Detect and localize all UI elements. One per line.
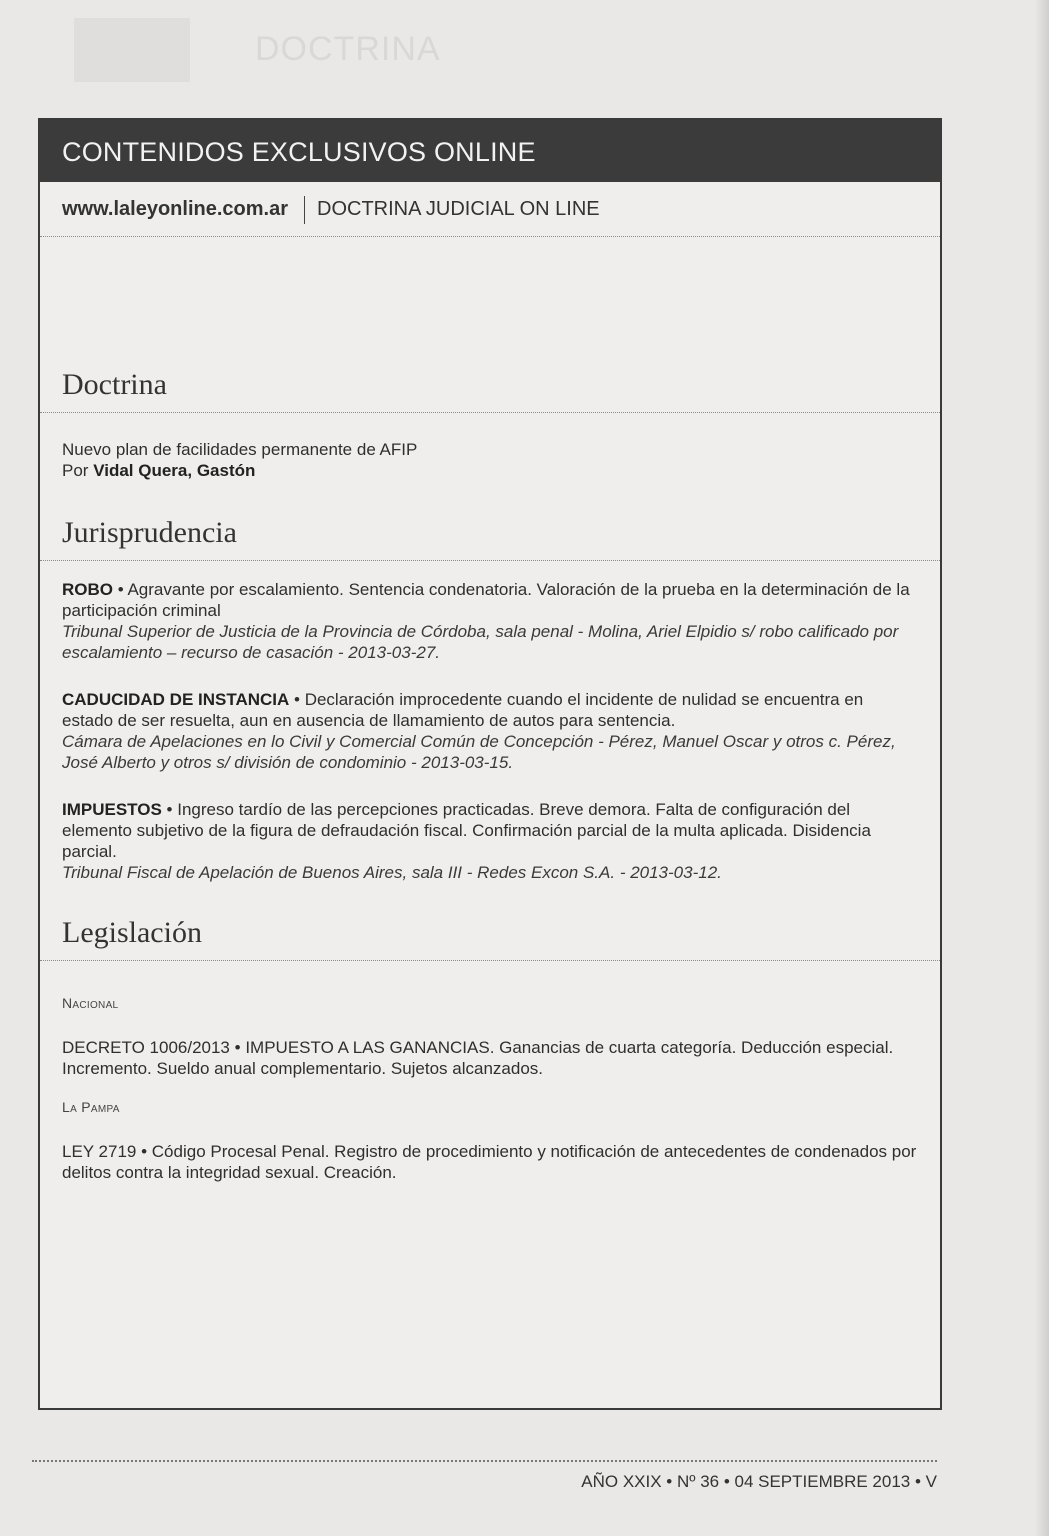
item-keyword: LEY 2719: [62, 1142, 137, 1161]
jurisprudencia-item: [62, 799, 918, 883]
footer-rule: [32, 1460, 937, 1462]
author-prefix: Por: [62, 461, 89, 480]
section-title-legislacion: Legislación: [62, 916, 202, 949]
divider: [304, 196, 305, 224]
item-text: IMPUESTO A LAS GANANCIAS. Ganancias de cuarta categoría. Deducción especial. Incremento. Sueldo anual complementario. Sujetos alcanzados.: [62, 1038, 894, 1078]
jurisprudencia-section: [62, 516, 940, 883]
jurisdiction-label: Nacional: [62, 995, 119, 1011]
item-summary[interactable]: [62, 579, 918, 621]
section-rule: [40, 560, 940, 561]
item-summary[interactable]: [62, 799, 918, 862]
page-edge-shadow: [1035, 0, 1049, 1536]
doctrina-entry-title[interactable]: Nuevo plan de facilidades permanente de AFIP: [62, 440, 418, 459]
item-court: Tribunal Superior de Justicia de la Provincia de Córdoba, sala penal - Molina, Ariel Elpidio s/ robo calificado por escalamiento – recurso de casación - 2013-03-27.: [62, 622, 899, 662]
section-title-doctrina: Doctrina: [62, 368, 167, 401]
box-subheader: [40, 182, 940, 237]
box-subtitle: DOCTRINA JUDICIAL ON LINE: [317, 198, 600, 220]
item-summary-text: Agravante por escalamiento. Sentencia condenatoria. Valoración de la prueba en la determinación de la participación criminal: [62, 580, 910, 620]
online-content-box: [38, 118, 942, 1410]
bullet-separator: •: [289, 690, 305, 709]
item-keyword: IMPUESTOS: [62, 800, 162, 819]
legislation-item[interactable]: [62, 1037, 918, 1079]
bullet-separator: •: [113, 580, 128, 599]
page-footer: AÑO XXIX • Nº 36 • 04 SEPTIEMBRE 2013 • V: [581, 1472, 937, 1491]
item-summary-text: Ingreso tardío de las percepciones practicadas. Breve demora. Falta de configuración del elemento subjetivo de la figura de defraudación fiscal. Confirmación parcial de la multa aplicada. Disidencia parcial.: [62, 800, 871, 861]
bullet-separator: •: [136, 1142, 152, 1161]
jurisprudencia-item: [62, 689, 918, 773]
section-rule: [40, 960, 940, 961]
item-keyword: CADUCIDAD DE INSTANCIA: [62, 690, 290, 709]
section-rule: [40, 412, 940, 413]
box-header: CONTENIDOS EXCLUSIVOS ONLINE: [40, 120, 940, 182]
doctrina-author-line: [62, 460, 918, 481]
item-keyword: ROBO: [62, 580, 113, 599]
author-name: Vidal Quera, Gastón: [93, 461, 256, 480]
item-summary[interactable]: [62, 689, 918, 731]
section-title-jurisprudencia: Jurisprudencia: [62, 516, 237, 549]
item-summary-text: Declaración improcedente cuando el incidente de nulidad se encuentra en estado de ser resuelta, aun en ausencia de llamamiento de autos para sentencia.: [62, 690, 864, 730]
item-keyword: DECRETO 1006/2013: [62, 1038, 230, 1057]
bullet-separator: •: [229, 1038, 246, 1057]
item-court: Cámara de Apelaciones en lo Civil y Comercial Común de Concepción - Pérez, Manuel Oscar y otros c. Pérez, José Alberto y otros s/ división de condominio - 2013-03-15.: [62, 732, 896, 772]
legislacion-section: [62, 916, 940, 1183]
jurisprudencia-item: [62, 579, 918, 663]
bullet-separator: •: [161, 800, 178, 819]
doctrina-section: [62, 368, 940, 481]
item-text: Código Procesal Penal. Registro de procedimiento y notificación de antecedentes de condenados por delitos contra la integridad sexual. Creación.: [62, 1142, 917, 1182]
website-link[interactable]: www.laleyonline.com.ar: [62, 198, 288, 220]
ghost-section-title: DOCTRINA: [255, 30, 441, 68]
item-court: Tribunal Fiscal de Apelación de Buenos Aires, sala III - Redes Excon S.A. - 2013-03-12.: [62, 863, 722, 882]
jurisdiction-label: La Pampa: [62, 1099, 120, 1115]
legislation-item[interactable]: [62, 1141, 918, 1183]
ghost-logo: [74, 18, 190, 82]
doctrina-entry: [62, 439, 918, 481]
